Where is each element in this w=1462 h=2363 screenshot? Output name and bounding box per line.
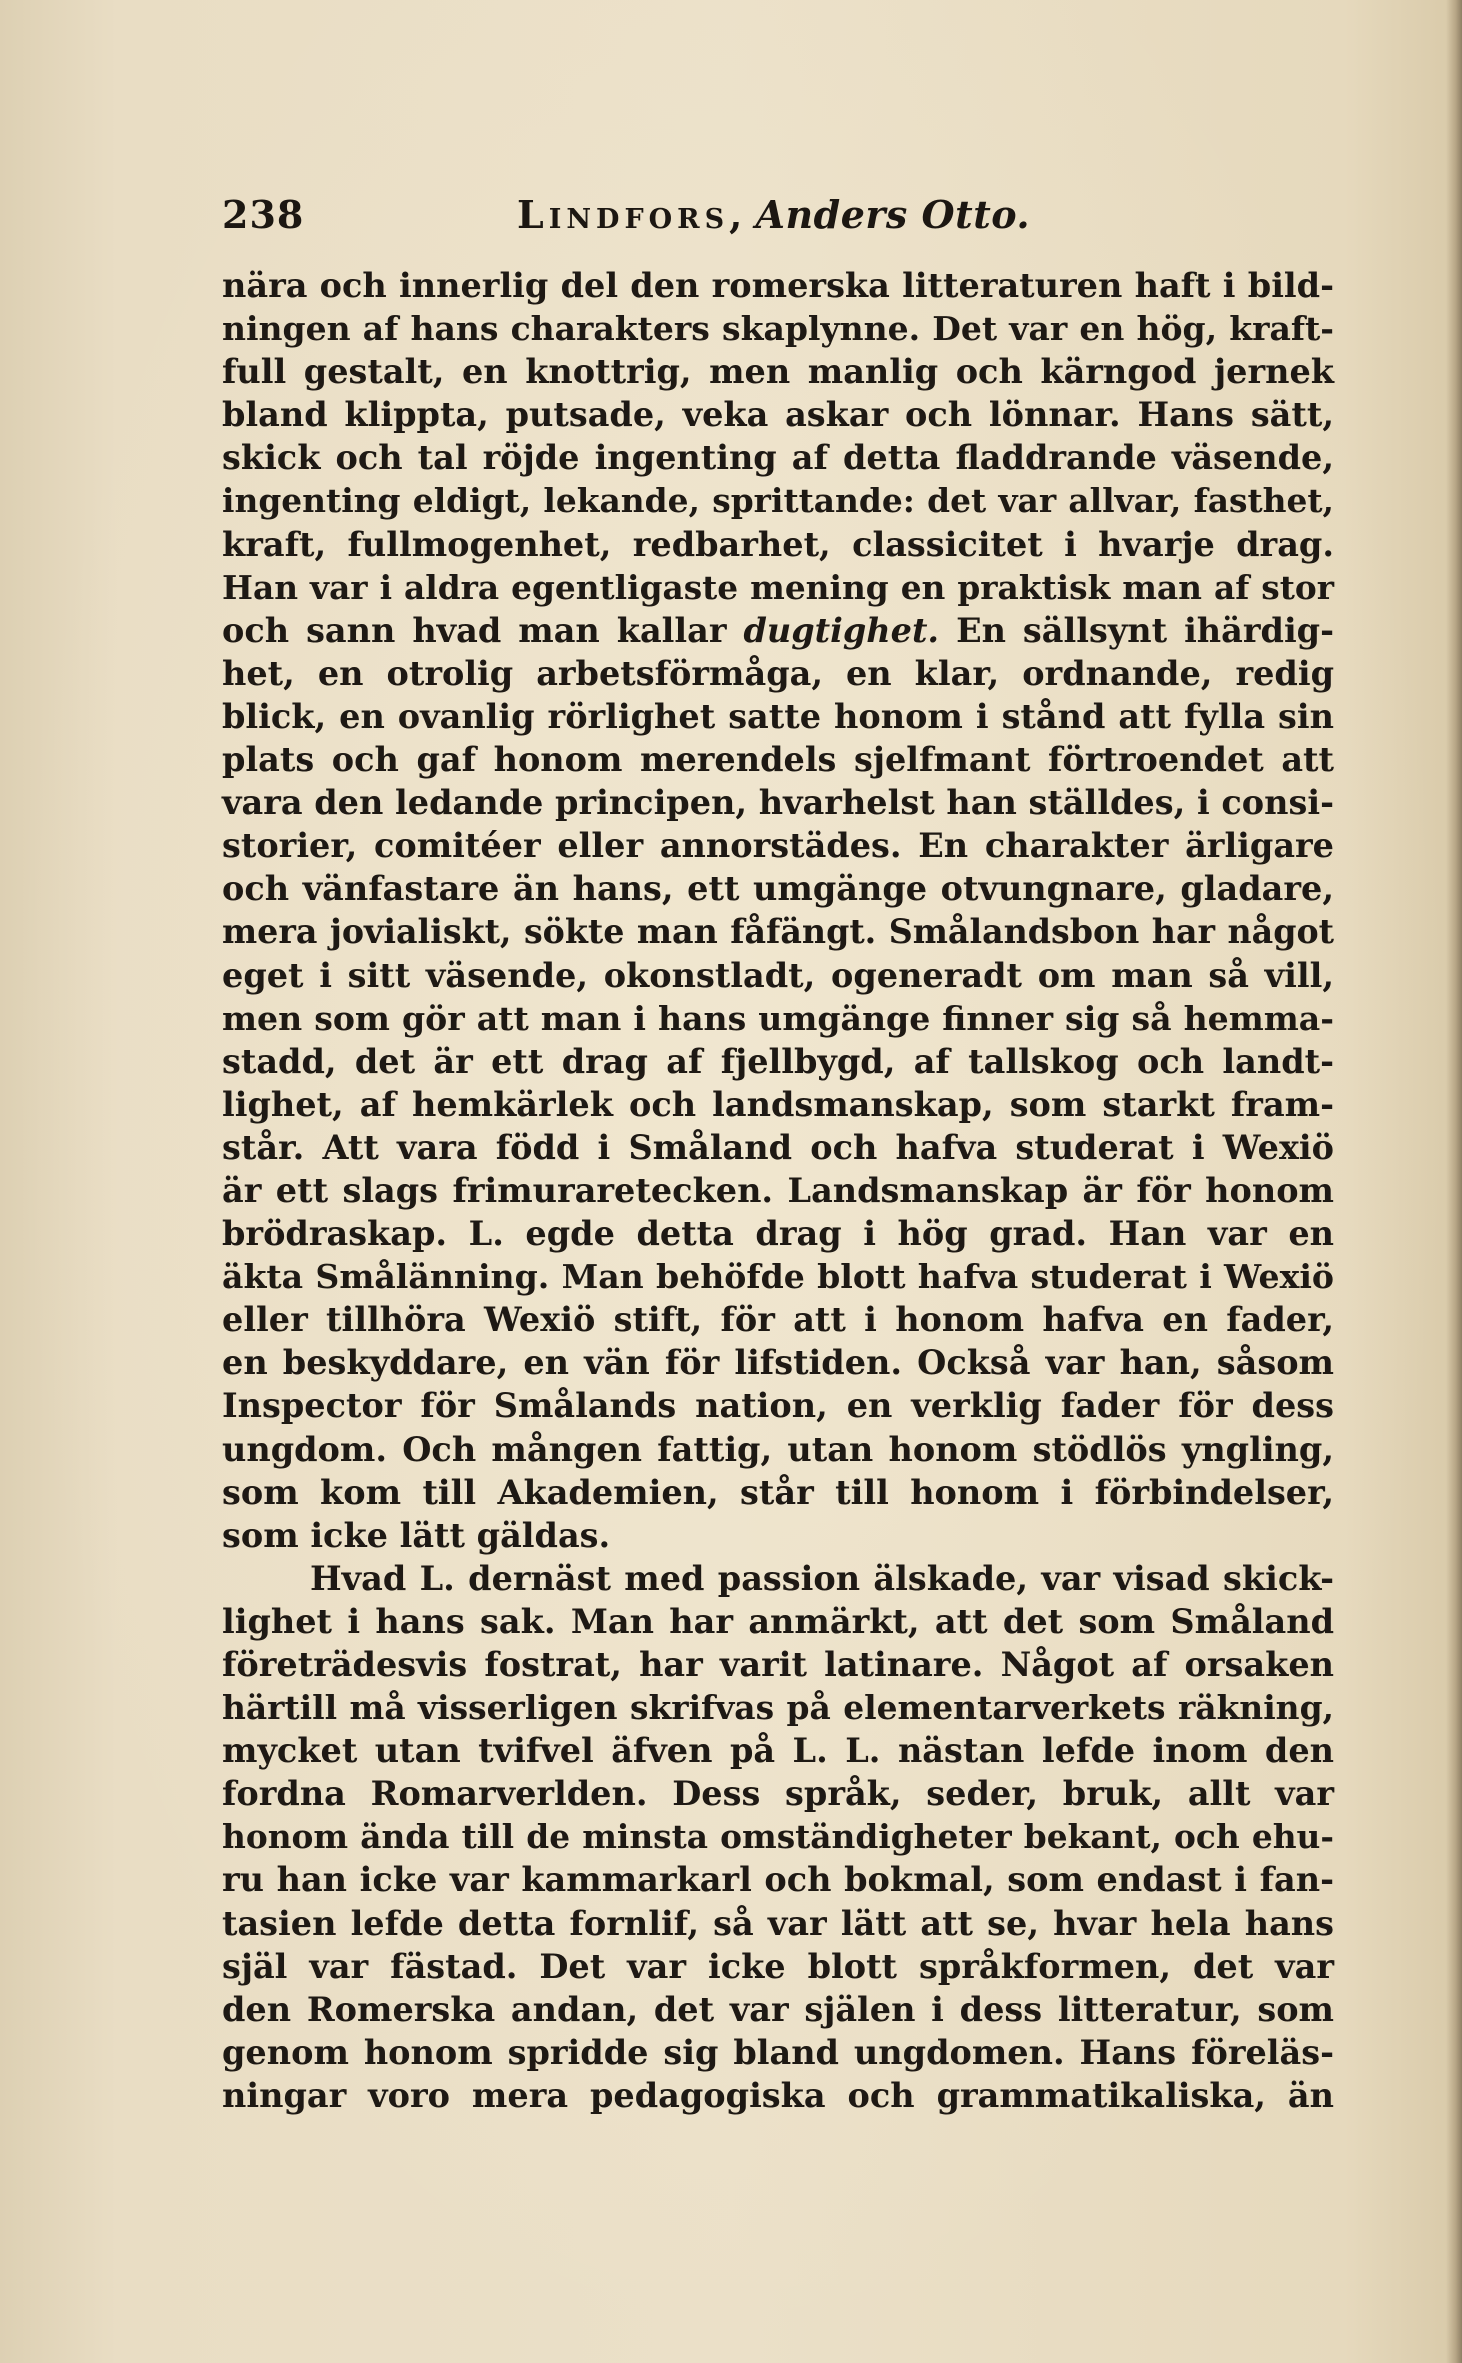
text-line: men som gör att man i hans umgänge finner sig så hemma- xyxy=(222,998,1334,1038)
page-header xyxy=(222,192,1332,252)
text-line: ningen af hans charakters skaplynne. Det var en hög, kraft- xyxy=(222,309,1334,349)
text-line: tasien lefde detta fornlif, så var lätt att se, hvar hela hans xyxy=(222,1903,1334,1943)
text-line: en beskyddare, en vän för lifstiden. Också var han, såsom xyxy=(222,1343,1334,1383)
running-head-given-names: Anders Otto. xyxy=(755,192,1031,237)
text-line: storier, comitéer eller annorstädes. En charakter ärligare xyxy=(222,826,1334,866)
text-line: företrädesvis fostrat, har varit latinare. Något af orsaken xyxy=(222,1645,1334,1684)
text-line: Inspector för Smålands nation, en verklig fader för dess xyxy=(222,1386,1334,1426)
text-line: som icke lätt gäldas. xyxy=(222,1515,611,1555)
text-line: och vänfastare än hans, ett umgänge otvungnare, gladare, xyxy=(222,869,1334,909)
text-line: Han var i aldra egentligaste mening en praktisk man af stor xyxy=(222,567,1334,607)
text-line: ingenting eldigt, lekande, sprittande: det var allvar, fasthet, xyxy=(222,481,1334,521)
text-line: lighet i hans sak. Man har anmärkt, att det som Småland xyxy=(222,1601,1334,1641)
text-segment: En sällsynt ihärdig- xyxy=(939,610,1334,650)
text-line: Hvad L. dernäst med passion älskade, var visad skick- xyxy=(310,1558,1334,1598)
body-text xyxy=(222,264,1334,2117)
text-segment: och sann hvad man kallar xyxy=(222,610,744,650)
text-line: kraft, fullmogenhet, redbarhet, classicitet i hvarje drag. xyxy=(222,524,1334,564)
text-line: skick och tal röjde ingenting af detta fladdrande väsende, xyxy=(222,438,1334,478)
text-line: eget i sitt väsende, okonstladt, ogeneradt om man så vill, xyxy=(222,955,1334,995)
text-line: brödraskap. L. egde detta drag i hög grad. Han var en xyxy=(222,1214,1334,1254)
emphasis-text: dugtighet. xyxy=(743,610,940,650)
text-line: genom honom spridde sig bland ungdomen. Hans föreläs- xyxy=(222,2032,1334,2072)
text-line: ru han icke var kammarkarl och bokmal, som endast i fan- xyxy=(222,1860,1334,1900)
text-line: härtill må visserligen skrifvas på elementarverkets räkning, xyxy=(222,1688,1334,1728)
text-line: nära och innerlig del den romerska litteraturen haft i bild- xyxy=(222,266,1334,305)
text-line: den Romerska andan, det var själen i dess litteratur, som xyxy=(222,1989,1334,2029)
running-head: Lindfors, Anders Otto. xyxy=(517,192,1031,237)
text-line: fordna Romarverlden. Dess språk, seder, bruk, allt var xyxy=(222,1774,1334,1814)
text-line: plats och gaf honom merendels sjelfmant förtroendet att xyxy=(222,740,1334,780)
text-line: het, en otrolig arbetsförmåga, en klar, ordnande, redig xyxy=(222,653,1334,693)
text-line: som kom till Akademien, står till honom i förbindelser, xyxy=(222,1472,1334,1512)
text-line: honom ända till de minsta omständigheter bekant, och ehu- xyxy=(222,1817,1334,1857)
page-edge-shadow xyxy=(1446,0,1462,2363)
text-line: står. Att vara född i Småland och hafva studerat i Wexiö xyxy=(222,1127,1334,1167)
text-line: är ett slags frimuraretecken. Landsmanskap är för honom xyxy=(222,1170,1334,1210)
text-line: ungdom. Och mången fattig, utan honom stödlös yngling, xyxy=(222,1429,1334,1469)
text-line: äkta Smålänning. Man behöfde blott hafva studerat i Wexiö xyxy=(222,1257,1334,1297)
text-line: mera jovialiskt, sökte man fåfängt. Smålandsbon har något xyxy=(222,912,1334,952)
text-line: mycket utan tvifvel äfven på L. L. nästan lefde inom den xyxy=(222,1731,1334,1771)
text-line xyxy=(222,609,1334,652)
text-line: själ var fästad. Det var icke blott språkformen, det var xyxy=(222,1946,1334,1986)
text-line: blick, en ovanlig rörlighet satte honom i stånd att fylla sin xyxy=(222,696,1334,736)
text-line: eller tillhöra Wexiö stift, för att i honom hafva en fader, xyxy=(222,1300,1334,1340)
text-line: stadd, det är ett drag af fjellbygd, af tallskog och landt- xyxy=(222,1041,1334,1081)
page-number: 238 xyxy=(222,192,305,237)
running-head-surname: Lindfors xyxy=(517,192,730,237)
text-line: bland klippta, putsade, veka askar och lönnar. Hans sätt, xyxy=(222,395,1334,435)
text-line: full gestalt, en knottrig, men manlig och kärngod jernek xyxy=(222,352,1334,392)
text-line: lighet, af hemkärlek och landsmanskap, som starkt fram- xyxy=(222,1084,1334,1124)
text-line: vara den ledande principen, hvarhelst han ställdes, i consi- xyxy=(222,783,1334,823)
text-line: ningar voro mera pedagogiska och grammatikaliska, än xyxy=(222,2075,1334,2115)
